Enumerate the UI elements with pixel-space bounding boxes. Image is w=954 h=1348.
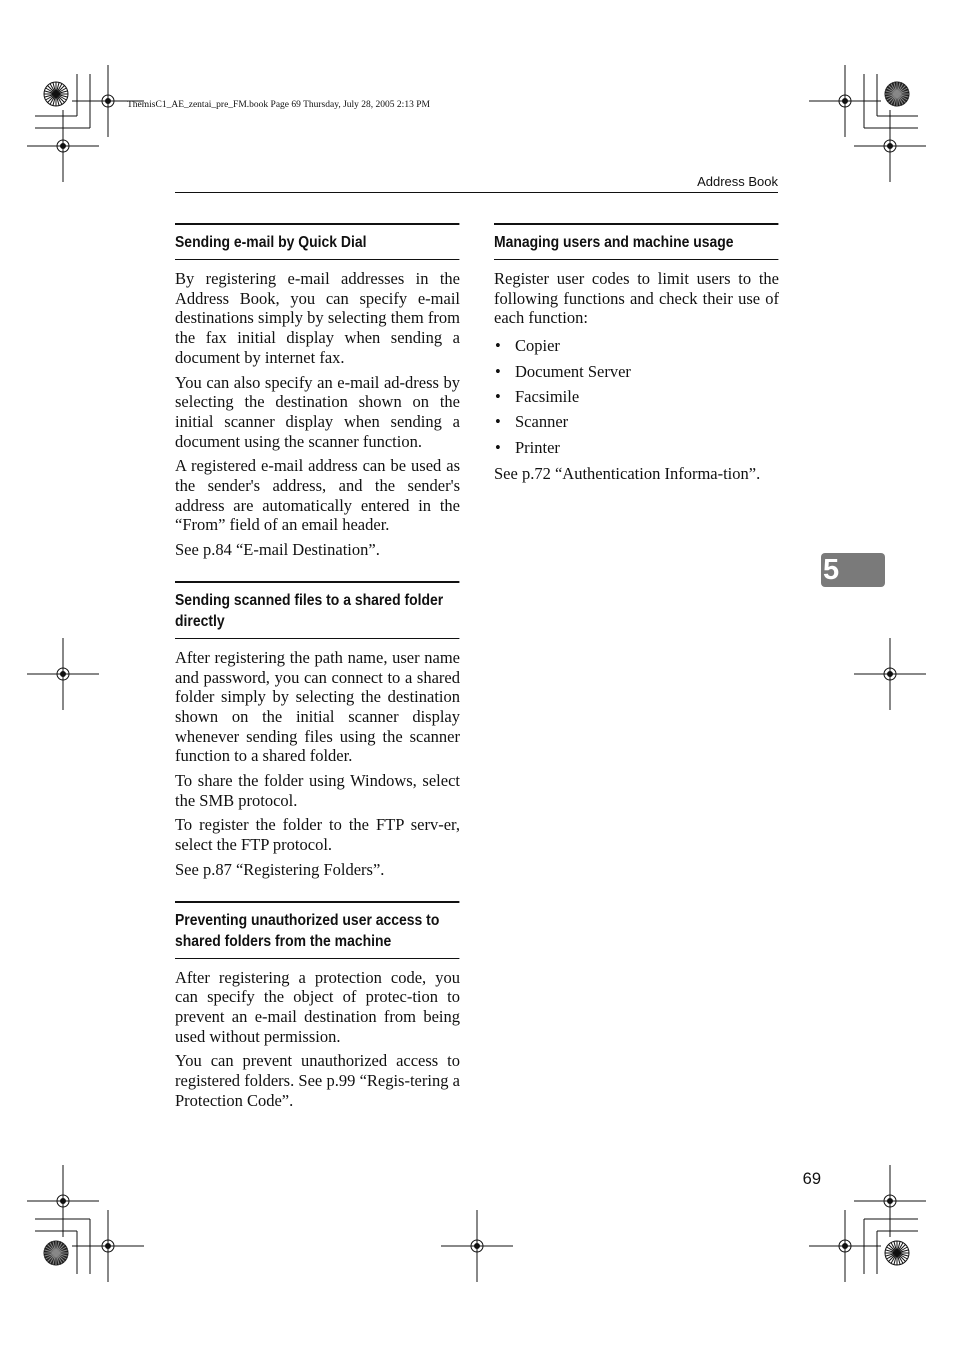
- chapter-tab: [821, 553, 885, 587]
- list-item: • Printer: [494, 435, 779, 460]
- left-column: [175, 223, 460, 1132]
- file-slug: ThemisC1_AE_zentai_pre_FM.book Page 69 Thursday, July 28, 2005 2:13 PM: [127, 100, 430, 110]
- section-protection: [175, 901, 460, 1111]
- header-rule: [175, 192, 778, 193]
- paragraph: Register user codes to limit users to the following functions and check their use of each function:: [494, 269, 779, 328]
- cross-reference: See p.72 “Authentication Informa-tion”.: [494, 464, 761, 484]
- cross-reference: See p.84 “E-mail Destination”.: [175, 540, 380, 560]
- section-heading: Sending e-mail by Quick Dial: [175, 223, 460, 260]
- function-list: [494, 333, 779, 460]
- section-shared-folder: [175, 581, 460, 880]
- bullet-icon: •: [495, 336, 501, 356]
- running-header: Address Book: [697, 174, 778, 189]
- paragraph: After registering a protection code, you can specify the object of protec-tion to prevent an e-mail destination from being used without permission.: [175, 967, 460, 1046]
- section-heading: Sending scanned files to a shared folder directly: [175, 581, 460, 639]
- bullet-icon: •: [495, 361, 501, 381]
- paragraph: To share the folder using Windows, select the SMB protocol.: [175, 771, 460, 810]
- bullet-icon: •: [495, 386, 501, 406]
- paragraph: You can also specify an e-mail ad-dress by selecting the destination shown on the initial scanner display when sending a document using the scanner function.: [175, 372, 460, 451]
- cross-reference: See p.87 “Registering Folders”.: [175, 859, 385, 879]
- paragraph: A registered e-mail address can be used as the sender's address, and the sender's address are automatically entered in the “From” field of an email header.: [175, 456, 460, 535]
- chapter-number: 5: [823, 554, 840, 586]
- paragraph: To register the folder to the FTP serv-er, select the FTP protocol.: [175, 815, 460, 855]
- bullet-icon: •: [495, 437, 501, 457]
- paragraph: After registering the path name, user name and password, you can connect to a shared folder simply by selecting the destination shown on the initial scanner display whenever sending files using the scanner function to a shared folder.: [175, 647, 460, 766]
- section-heading: Preventing unauthorized user access to shared folders from the machine: [175, 901, 460, 959]
- section-quick-dial: [175, 223, 460, 560]
- paragraph: By registering e-mail addresses in the Address Book, you can specify e-mail destinations simply by selecting them from the fax initial display when sending a document by internet fax.: [175, 269, 460, 367]
- paragraph: You can prevent unauthorized access to registered folders. See p.99 “Regis-tering a Protection Code”.: [175, 1051, 460, 1110]
- list-item: • Document Server: [494, 359, 779, 384]
- right-column: [494, 223, 779, 489]
- bullet-icon: •: [495, 412, 501, 432]
- list-item: • Facsimile: [494, 384, 779, 409]
- list-item: • Copier: [494, 333, 779, 358]
- list-item: • Scanner: [494, 409, 779, 434]
- section-heading: Managing users and machine usage: [494, 223, 779, 260]
- page-number: 69: [802, 1170, 821, 1188]
